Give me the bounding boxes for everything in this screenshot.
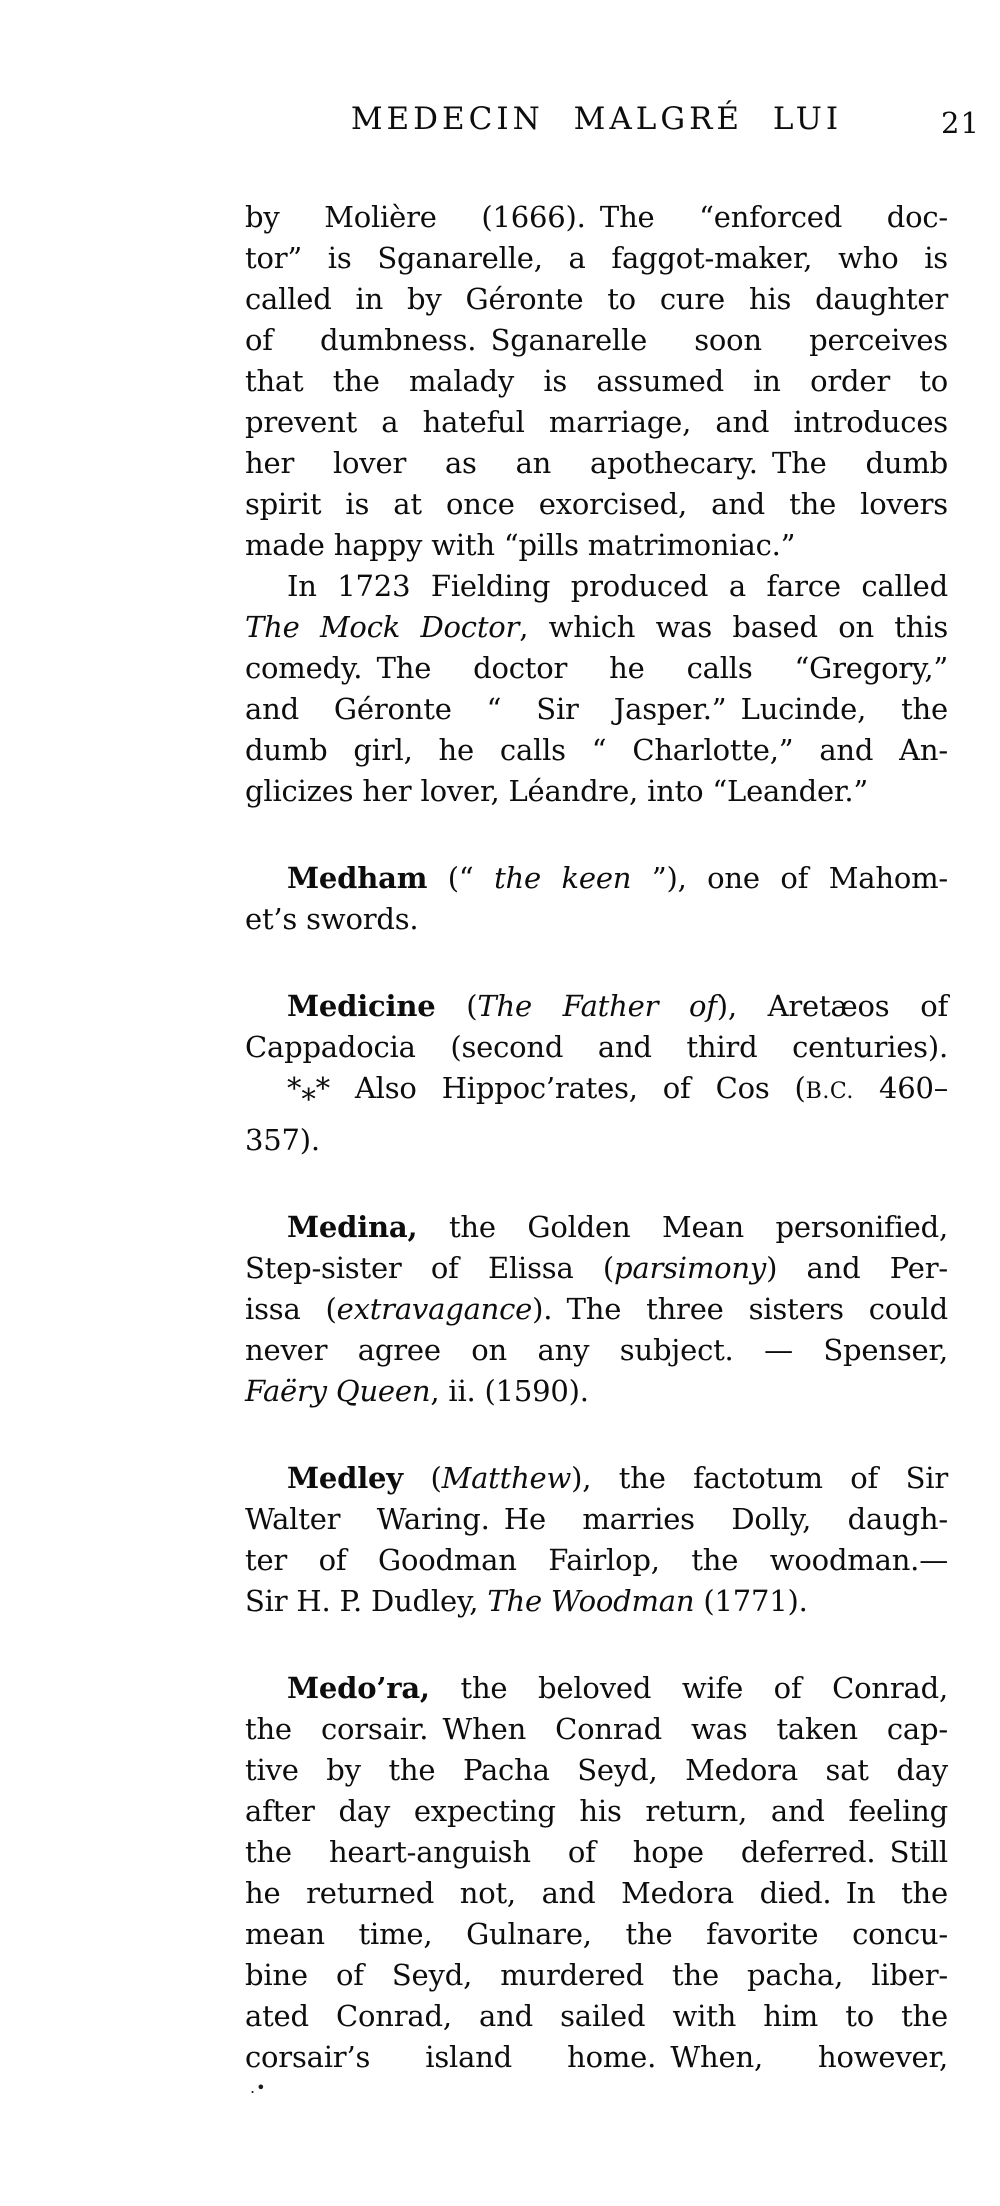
text-segment: tor” is Sganarelle, a faggot-maker, who is (245, 241, 948, 275)
running-header (245, 100, 948, 138)
text-segment: of dumbness. Sganarelle soon perceives (245, 323, 948, 357)
text-line (245, 1873, 948, 1914)
text-segment: * Also Hippoc’rates, of Cos ( (315, 1071, 806, 1105)
text-segment: 460– (853, 1071, 948, 1105)
text-segment: In 1723 Fielding produced a farce called (287, 569, 948, 603)
text-segment: 357). (245, 1123, 320, 1158)
text-line (245, 899, 948, 940)
text-line (245, 279, 948, 320)
text-line (245, 1120, 948, 1161)
text-segment: made happy with “pills matrimoniac.” (245, 528, 796, 562)
text-line (245, 402, 948, 443)
text-segment: Medham (287, 861, 428, 895)
text-segment: prevent a hateful marriage, and introduces (245, 405, 948, 439)
text-segment: glicizes her lover, Léandre, into “Leander.” (245, 774, 869, 808)
text-segment: the Golden Mean personified, (417, 1210, 948, 1245)
text-line (245, 1791, 948, 1832)
text-line (245, 858, 948, 899)
text-segment: Sir H. P. Dudley, (245, 1584, 488, 1619)
text-line (245, 1955, 948, 1996)
text-line (245, 1458, 948, 1499)
text-line (245, 320, 948, 361)
text-segment: (1771). (694, 1584, 808, 1619)
text-segment: ter of Goodman Fairlop, the woodman.— (245, 1543, 948, 1578)
text-segment: by Molière (1666). The “enforced doc- (245, 200, 948, 234)
text-segment: Faëry Queen (245, 1374, 431, 1409)
text-line (245, 771, 948, 812)
text-segment: The Father of (477, 989, 717, 1023)
text-line (245, 1207, 948, 1248)
text-segment: after day expecting his return, and feeling (245, 1794, 948, 1829)
page-number: 21 (941, 106, 980, 140)
text-segment: ( (402, 1461, 442, 1496)
text-line (245, 1371, 948, 1412)
text-segment: the beloved wife of Conrad, (429, 1671, 948, 1706)
text-line (245, 197, 948, 238)
text-segment: , ii. (1590). (430, 1374, 589, 1409)
text-segment: extravagance (336, 1292, 533, 1327)
text-line (245, 566, 948, 607)
text-segment: Medo’ra, (287, 1671, 430, 1706)
text-segment: he returned not, and Medora died. In the (245, 1876, 948, 1911)
text-line (245, 1750, 948, 1791)
text-line (245, 986, 948, 1027)
text-line (245, 1248, 948, 1289)
text-segment: , which was based on this (519, 610, 948, 644)
text-segment: The Woodman (487, 1584, 695, 1619)
text-line (245, 1540, 948, 1581)
text-segment: et’s swords. (245, 902, 419, 936)
text-line (245, 1499, 948, 1540)
text-segment: never agree on any subject. — Spenser, (245, 1333, 948, 1368)
text-segment: ), Aretæos of (716, 989, 948, 1023)
text-segment: the corsair. When Conrad was taken cap- (245, 1712, 948, 1747)
text-segment: Medicine (287, 989, 436, 1023)
text-segment: Cappadocia (second and third centuries). (245, 1030, 948, 1064)
text-line (245, 1668, 948, 1709)
text-line (245, 1068, 948, 1120)
text-segment: mean time, Gulnare, the favorite concu- (245, 1917, 948, 1952)
text-segment: Walter Waring. He marries Dolly, daugh- (245, 1502, 948, 1537)
text-line (245, 443, 948, 484)
text-line (245, 2037, 948, 2078)
text-line (245, 1581, 948, 1622)
text-segment: that the malady is assumed in order to (245, 364, 948, 398)
text-segment: The Mock Doctor (245, 610, 520, 644)
text-line (245, 484, 948, 525)
text-line (245, 730, 948, 771)
text-line (245, 648, 948, 689)
text-segment: ). The three sisters could (532, 1292, 948, 1327)
text-line (245, 238, 948, 279)
text-segment: her lover as an apothecary. The dumb (245, 446, 948, 480)
text-line (245, 1289, 948, 1330)
text-line (245, 1027, 948, 1068)
header-title: MEDECIN MALGRÉ LUI (350, 101, 843, 137)
text-segment: * (301, 1082, 316, 1117)
text-segment: comedy. The doctor he calls “Gregory,” (245, 651, 948, 685)
text-segment: ) and Per- (766, 1251, 948, 1286)
text-segment: Step-sister of Elissa ( (245, 1251, 614, 1286)
text-segment: ”), one of Mahom- (631, 861, 948, 895)
text-segment: issa ( (245, 1292, 337, 1327)
text-segment: Matthew (441, 1461, 572, 1496)
text-segment: dumb girl, he calls “ Charlotte,” and An- (245, 733, 948, 767)
text-segment: called in by Géronte to cure his daughter (245, 282, 948, 316)
text-segment: B.C. (805, 1079, 854, 1104)
text-segment: (“ (427, 861, 495, 895)
text-line (245, 1330, 948, 1371)
text-line (245, 1914, 948, 1955)
text-segment: and Géronte “ Sir Jasper.” Lucinde, the (245, 692, 948, 726)
text-line (245, 525, 948, 566)
text-segment: Medina, (287, 1210, 418, 1245)
text-segment: corsair’s island home. When, however, (245, 2040, 948, 2075)
text-segment: ( (435, 989, 478, 1023)
text-line (245, 689, 948, 730)
text-line (245, 1709, 948, 1750)
text-segment: bine of Seyd, murdered the pacha, liber- (245, 1958, 948, 1993)
text-line (245, 1832, 948, 1873)
text-segment: tive by the Pacha Seyd, Medora sat day (245, 1753, 948, 1788)
text-segment: spirit is at once exorcised, and the lovers (245, 487, 948, 521)
text-segment: Medley (287, 1461, 403, 1496)
text-segment: the keen (494, 861, 632, 895)
text-segment: the heart-anguish of hope deferred. Still (245, 1835, 948, 1870)
text-block (245, 197, 948, 2078)
text-segment: * (287, 1071, 302, 1105)
text-line (245, 607, 948, 648)
text-line (245, 1996, 948, 2037)
ink-mark: .• (250, 2078, 267, 2097)
text-line (245, 361, 948, 402)
text-segment: ), the factotum of Sir (571, 1461, 948, 1496)
text-segment: ated Conrad, and sailed with him to the (245, 1999, 948, 2034)
text-segment: parsimony (613, 1251, 767, 1286)
